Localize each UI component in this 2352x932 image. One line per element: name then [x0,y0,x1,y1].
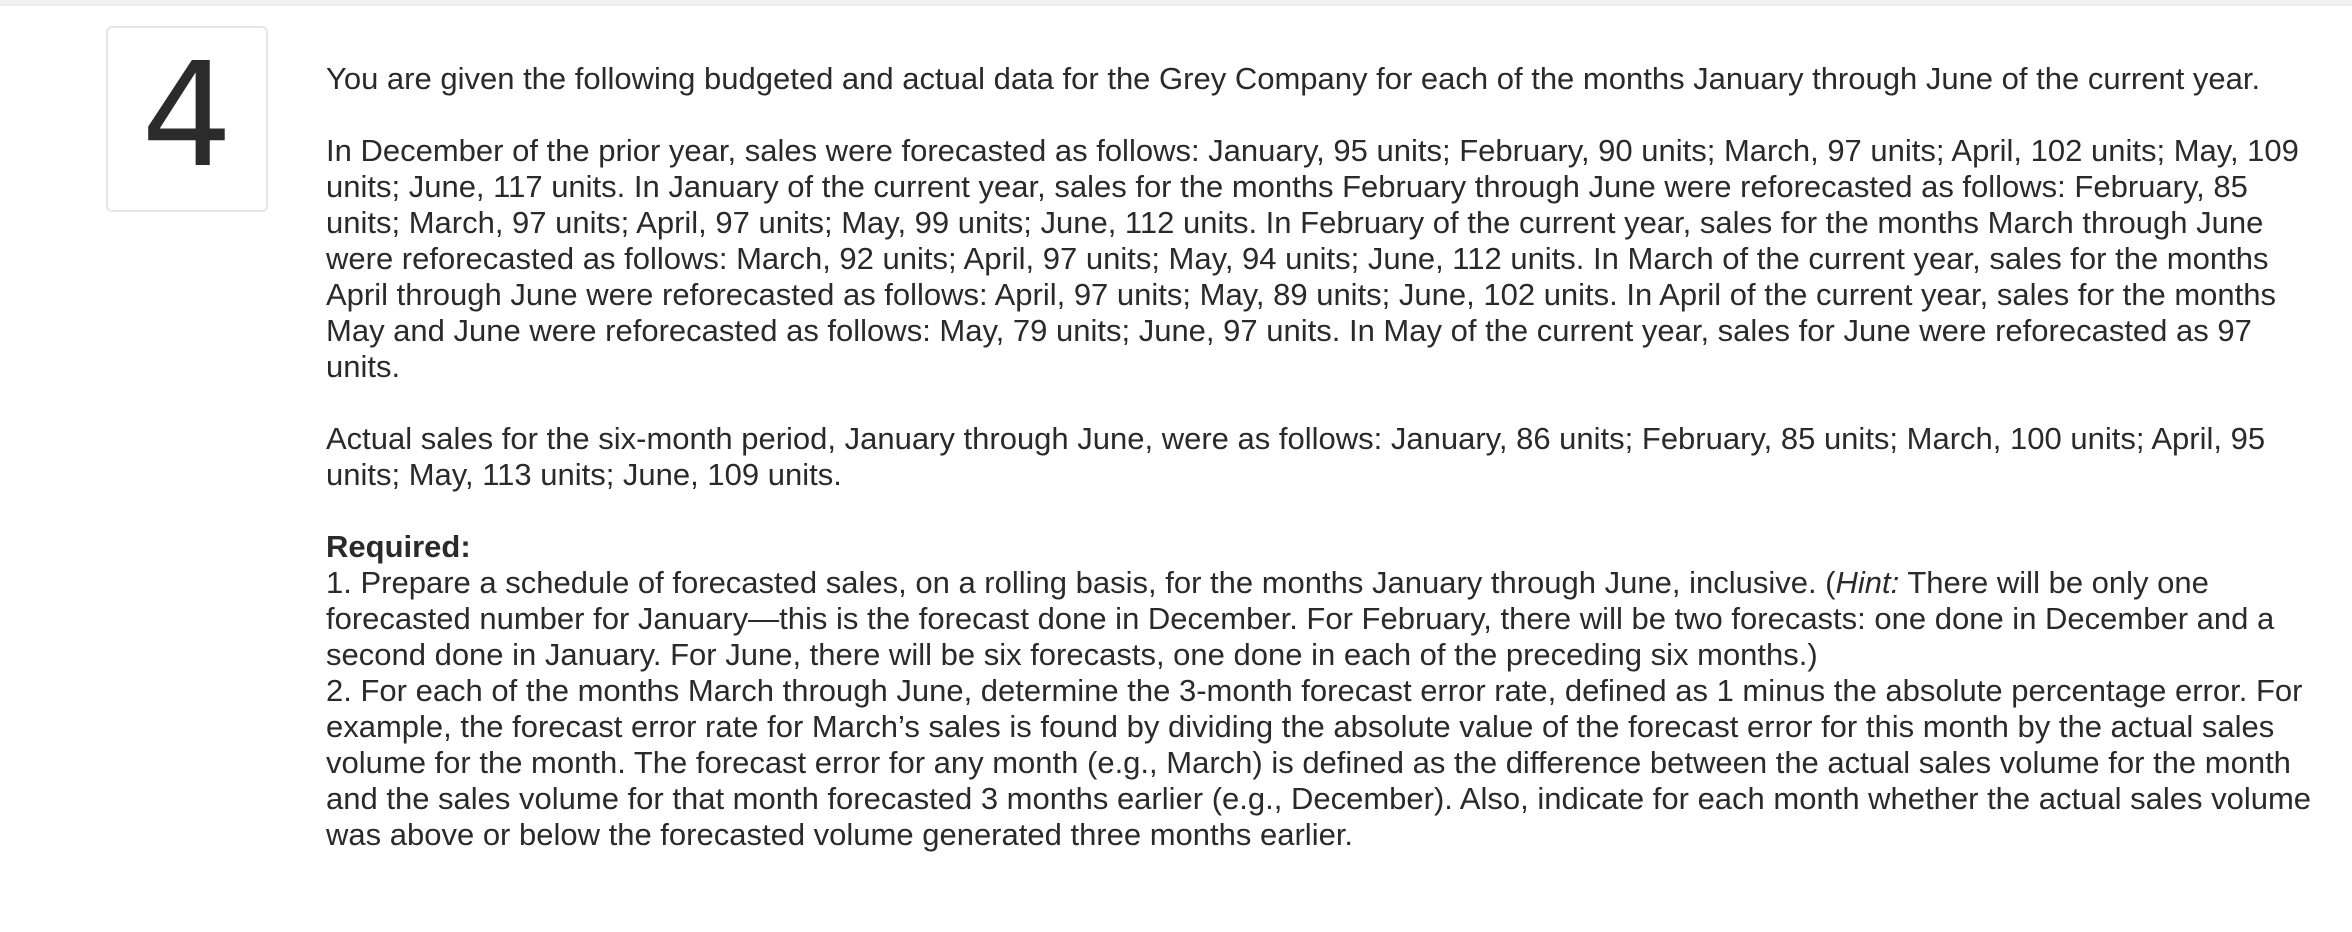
problem-body [326,61,2316,853]
forecast-paragraph: In December of the prior year, sales were forecasted as follows: January, 95 units; February, 90 units; March, 97 units; April, 102 units; May, 109 units; June, 117 units. In January of the current year, sales for the months February through June were reforecasted as follows: February, 85 units; March, 97 units; April, 97 units; May, 99 units; June, 112 units. In February of the current year, sales for the months March through June were reforecasted as follows: March, 92 units; April, 97 units; May, 94 units; June, 112 units. In March of the current year, sales for the months April through June were reforecasted as follows: April, 97 units; May, 89 units; June, 102 units. In April of the current year, sales for the months May and June were reforecasted as follows: May, 79 units; June, 97 units. In May of the current year, sales for June were reforecasted as 97 units. [326,133,2299,384]
requirement-1-text: 1. Prepare a schedule of forecasted sales, on a rolling basis, for the months January through June, inclusive. ( [326,565,1836,600]
problem-number: 4 [141,31,233,199]
top-divider [0,0,2352,6]
requirement-1 [326,565,2316,673]
requirement-2: 2. For each of the months March through June, determine the 3-month forecast error rate, defined as 1 minus the absolute percentage error. For example, the forecast error rate for March’s sales is found by dividing the absolute value of the forecast error for this month by the actual sales volume for the month. The forecast error for any month (e.g., March) is defined as the difference between the actual sales volume for the month and the sales volume for that month forecasted 3 months earlier (e.g., December). Also, indicate for each month whether the actual sales volume was above or below the forecasted volume generated three months earlier. [326,673,2312,852]
required-heading: Required: [326,529,471,564]
intro-paragraph: You are given the following budgeted and actual data for the Grey Company for each of the months January through June of the current year. [326,61,2261,96]
hint-label: Hint: [1835,565,1900,600]
actual-sales-paragraph: Actual sales for the six-month period, January through June, were as follows: January, 86 units; February, 85 units; March, 100 units; April, 95 units; May, 113 units; June, 109 units. [326,421,2266,492]
problem-number-badge [106,26,268,212]
requirement-1-hint-text: There will be only one forecasted number for January—this is the forecast done in December. For February, there will be two forecasts: one done in December and a second done in January. For June, there will be six forecasts, one done in each of the preceding six months.) [326,565,2275,672]
